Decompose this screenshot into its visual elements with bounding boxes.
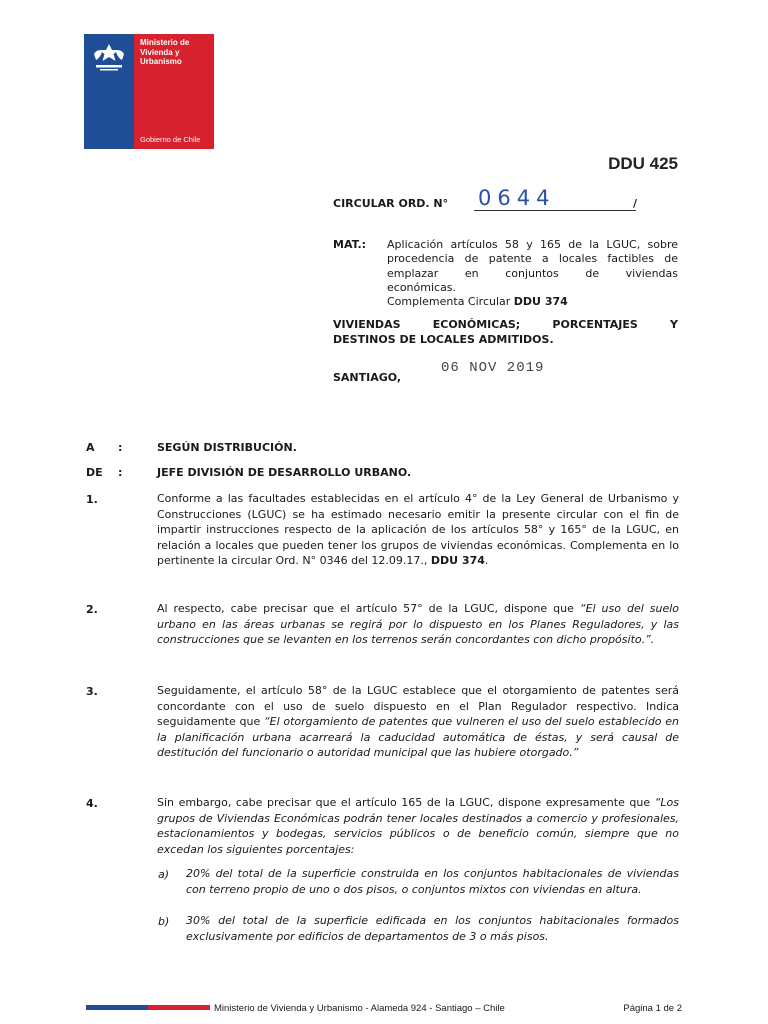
footer-flag-bar	[86, 1005, 210, 1010]
subject-line-2: DESTINOS DE LOCALES ADMITIDOS.	[333, 332, 554, 346]
logo-ministry-name	[140, 38, 189, 67]
paragraph-1-end: .	[484, 554, 489, 567]
subject-heading	[333, 318, 678, 347]
paragraph-3-number: 3.	[86, 685, 98, 698]
paragraph-2-quote: “El uso del suelo urbano en las áreas urbanas se regirá por lo dispuesto en los Planes Reguladores, y las construcciones que se levanten en los terrenos serán concordantes con dicho propósito.”.	[157, 602, 679, 646]
paragraph-3-quote: “El otorgamiento de patentes que vulneren el uso del suelo establecido en la planificación urbana acarreará la caducidad automática de éstas, y será causal de destitución del funcionario o autoridad municipal que las hubiere otorgado.”	[157, 715, 679, 759]
item-b-letter: b)	[158, 915, 170, 928]
circular-slash: /	[633, 197, 638, 210]
paragraph-3-text: Seguidamente, el artículo 58° de la LGUC establece que el otorgamiento de patentes será concordante con el uso de suelo dispuesto en el Plan Regulador respectivo. Indica seguidamente que	[157, 684, 679, 728]
paragraph-3	[157, 683, 679, 761]
paragraph-2-text: Al respecto, cabe precisar que el artículo 57° de la LGUC, dispone que	[157, 602, 580, 615]
to-colon: :	[118, 441, 123, 454]
subject-line-1: VIVIENDAS ECONÓMICAS; PORCENTAJES Y	[333, 318, 678, 331]
item-a-letter: a)	[158, 868, 170, 881]
footer-bar-blue	[86, 1005, 148, 1010]
logo-blue-panel	[84, 34, 134, 149]
logo-line-1: Ministerio de	[140, 38, 190, 47]
ministry-logo	[84, 34, 214, 149]
to-value: SEGÚN DISTRIBUCIÓN.	[157, 441, 297, 454]
paragraph-1	[157, 491, 679, 569]
item-a-text: 20% del total de la superficie construida en los conjuntos habitacionales de viviendas con terreno propio de uno o dos pisos, o conjuntos mixtos con viviendas en altura.	[186, 867, 679, 896]
mat-line-1: Aplicación artículos 58 y 165 de la LGUC, sobre	[387, 238, 678, 251]
paragraph-4-number: 4.	[86, 797, 98, 810]
item-b-text: 30% del total de la superficie edificada en los conjuntos habitacionales formados exclusivamente por edificios de departamentos de 3 o más pisos.	[186, 914, 679, 943]
from-value: JEFE DIVISIÓN DE DESARROLLO URBANO.	[157, 466, 412, 479]
to-label: A	[86, 441, 95, 454]
paragraph-1-text: Conforme a las facultades establecidas en el artículo 4° de la Ley General de Urbanismo y Construcciones (LGUC) se ha estimado necesario emitir la presente circular con el fin de impartir instrucciones respecto de la aplicación de los artículos 58° y 165° de la LGUC, en relación a locales que pueden tener los grupos de viviendas económicas. Complementa en lo pertinente la circular Ord. N° 0346 del 12.09.17.,	[157, 492, 679, 567]
paragraph-2	[157, 601, 679, 648]
mat-complement	[387, 295, 678, 309]
footer-page-number: Página 1 de 2	[623, 1003, 682, 1014]
paragraph-4-quote: “Los grupos de Viviendas Económicas podrán tener locales destinados a comercio y profesionales, estacionamientos y bodegas, servicios públicos o de beneficio común, siempre que no excedan los siguientes porcentajes:	[157, 796, 679, 856]
ddu-number: DDU 425	[608, 154, 678, 173]
mat-line-3: emplazar en conjuntos de viviendas	[387, 266, 678, 280]
mat-complement-prefix: Complementa Circular	[387, 295, 514, 309]
paragraph-1-ref: DDU 374	[430, 554, 485, 567]
mat-complement-ref: DDU 374	[513, 295, 568, 309]
logo-government: Gobierno de Chile	[140, 135, 201, 144]
date-stamp: 06 NOV 2019	[441, 360, 545, 376]
logo-line-3: Urbanismo	[140, 57, 182, 66]
logo-red-panel	[134, 34, 214, 149]
circular-number-stamp: 0644	[478, 186, 556, 210]
from-colon: :	[118, 466, 123, 479]
paragraph-4	[157, 795, 679, 857]
paragraph-2-number: 2.	[86, 603, 98, 616]
paragraph-4-text: Sin embargo, cabe precisar que el artículo 165 de la LGUC, dispone expresamente que	[157, 796, 655, 809]
footer-bar-red	[148, 1005, 210, 1010]
from-label: DE	[86, 466, 103, 479]
logo-line-2: Vivienda y	[140, 47, 180, 57]
place-label: SANTIAGO,	[333, 371, 402, 384]
circular-label: CIRCULAR ORD. N°	[333, 197, 449, 210]
mat-text	[387, 238, 678, 309]
paragraph-1-number: 1.	[86, 493, 98, 506]
mat-label: MAT.:	[333, 238, 367, 251]
mat-line-2: procedencia de patente a locales factibles de	[387, 252, 678, 266]
footer-address: Ministerio de Vivienda y Urbanismo - Alameda 924 - Santiago – Chile	[214, 1003, 505, 1014]
circular-underline	[474, 210, 636, 211]
chile-coat-of-arms-icon	[90, 40, 128, 74]
mat-line-4: económicas.	[387, 280, 457, 294]
